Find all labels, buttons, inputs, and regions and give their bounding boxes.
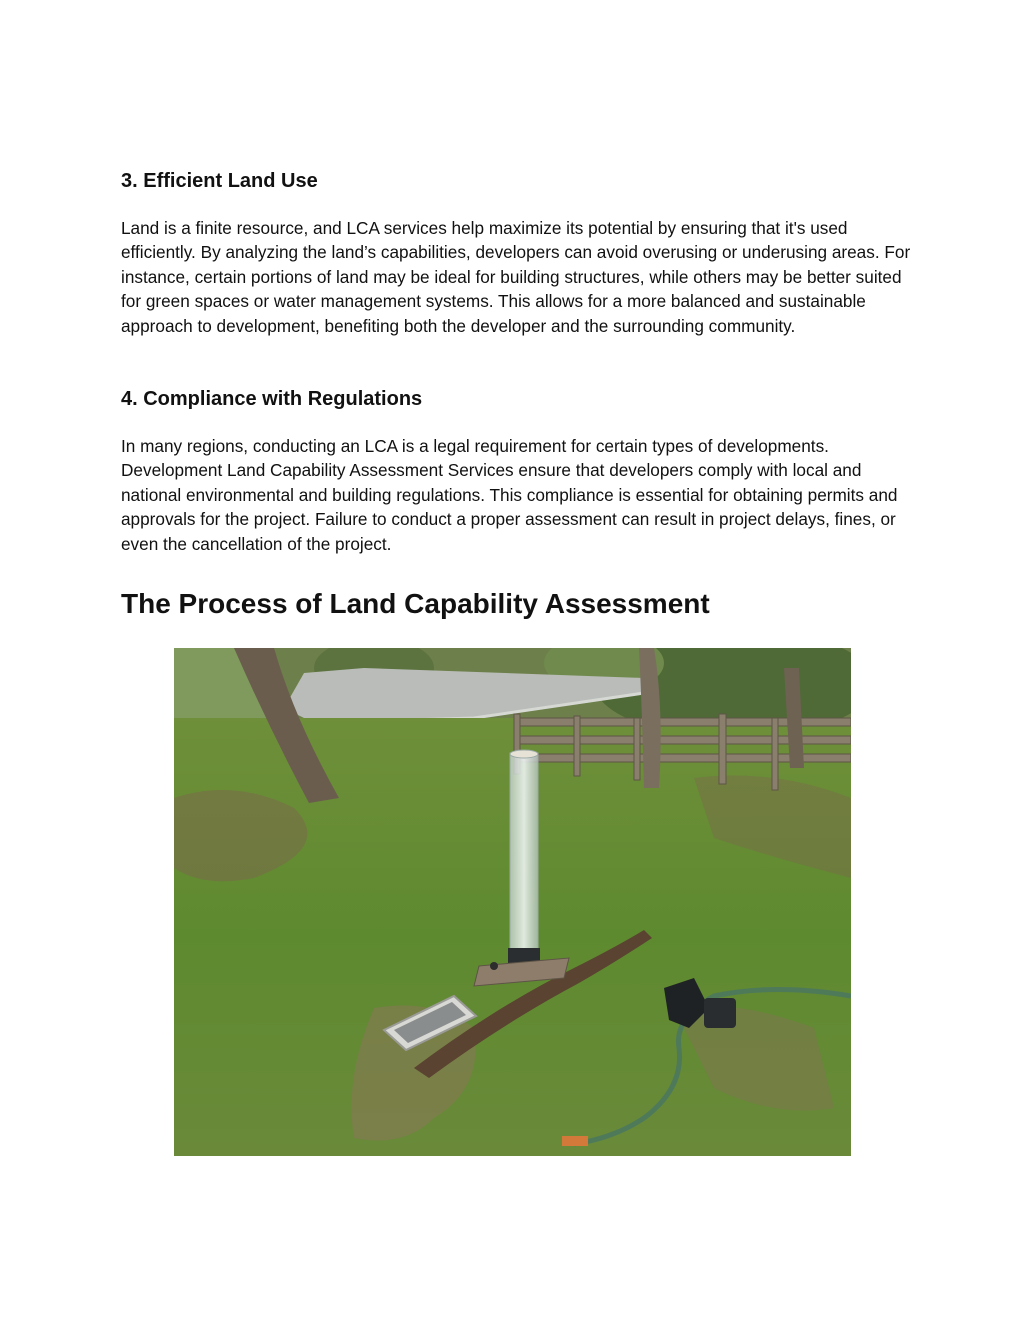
hose-connector [562,1136,588,1146]
tube-top [510,750,538,758]
soil-test-photo [174,648,851,1156]
test-tube [510,753,538,963]
section-paragraph-efficient-land-use: Land is a finite resource, and LCA services help maximize its potential by ensuring that it's used efficiently. By analyzing the land’s capabilities, developers can avoid overusing or underusing areas. For instance, certain portions of land may be ideal for building structures, while others may be better suited for green spaces or water management systems. This allows for a more balanced and sustainable approach to development, benefiting both the developer and the surrounding community. [121,218,911,336]
process-heading: The Process of Land Capability Assessment [121,588,710,619]
section-heading-efficient-land-use: 3. Efficient Land Use [121,170,318,192]
tap-timer-unit [704,998,736,1028]
plate-fitting [490,962,498,970]
section-paragraph-compliance: In many regions, conducting an LCA is a legal requirement for certain types of developments. Development Land Capability Assessment Services ensure that developers comply with local and national environmental and building regulations. This compliance is essential for obtaining permits and approvals for the project. Failure to conduct a proper assessment can result in project delays, fines, or even the cancellation of the project. [121,436,898,554]
section-heading-compliance: 4. Compliance with Regulations [121,388,423,410]
